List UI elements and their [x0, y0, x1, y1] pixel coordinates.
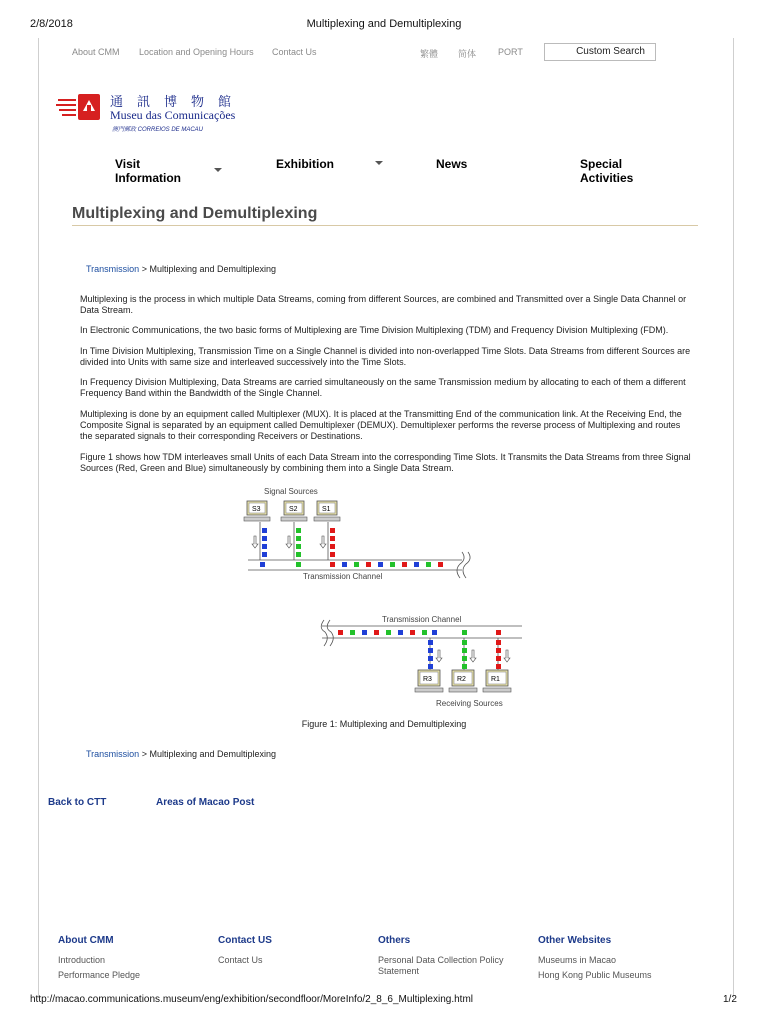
data-unit — [330, 544, 335, 549]
paragraph-5: Multiplexing is done by an equipment called Multiplexer (MUX). It is placed at the Transmitting End of the communication link. At the Receiving End, the Composite Signal is separated by an equipment called Demultiplexer (DEMUX). Demultiplexer performs the reverse process of Multiplexing and routes the separated signals to their corresponding Receivers or Destinations. — [80, 409, 682, 441]
computer-icon — [449, 670, 477, 692]
data-unit — [374, 630, 379, 635]
breadcrumb-top — [86, 264, 276, 274]
computer-icon — [415, 670, 443, 692]
data-unit — [330, 562, 335, 567]
computer-icon — [281, 501, 307, 521]
receiver-r3-label: R3 — [423, 676, 432, 683]
data-unit — [350, 630, 355, 635]
arrow-down-icon — [320, 536, 326, 548]
breadcrumb-transmission-link[interactable]: Transmission — [86, 264, 140, 274]
breadcrumb-bottom — [86, 749, 276, 759]
bottom-unit-stacks — [428, 640, 501, 669]
data-unit — [496, 630, 501, 635]
data-unit — [342, 562, 347, 567]
footer-heading-other-websites: Other Websites — [538, 935, 612, 946]
channel-break-icon — [327, 620, 333, 646]
search-input[interactable]: Custom Search — [544, 43, 656, 61]
data-unit — [462, 656, 467, 661]
back-to-ctt-link[interactable]: Back to CTT — [48, 797, 107, 808]
footer-heading-others: Others — [378, 935, 411, 946]
menu-visit-information[interactable]: Visit Information — [115, 157, 181, 185]
data-unit — [260, 562, 265, 567]
data-unit — [496, 664, 501, 669]
source-s2-label: S2 — [289, 506, 298, 513]
data-unit — [422, 630, 427, 635]
lang-simplified[interactable]: 简体 — [458, 49, 477, 59]
data-unit — [426, 562, 431, 567]
paragraph-4: In Frequency Division Multiplexing, Data Streams are carried simultaneously on the same Transmission medium by allocating to each of them a different Frequency Band within the Bandwidth of the Single Channel. — [80, 377, 686, 398]
menu-news[interactable]: News — [436, 157, 468, 171]
figure-tdm — [240, 484, 540, 714]
data-unit — [402, 562, 407, 567]
menu-exhibition[interactable]: Exhibition — [276, 157, 334, 171]
receiver-r2-label: R2 — [457, 676, 466, 683]
figure-bottom-channel-label: Transmission Channel — [382, 615, 462, 624]
data-unit — [462, 630, 467, 635]
page-title: Multiplexing and Demultiplexing — [72, 205, 318, 222]
data-unit — [496, 640, 501, 645]
topnav-location[interactable]: Location and Opening Hours — [139, 47, 254, 57]
arrow-down-icon — [504, 650, 510, 662]
top-channel-units — [260, 562, 443, 567]
source-s3-label: S3 — [252, 506, 261, 513]
topnav-about-cmm[interactable]: About CMM — [72, 47, 120, 57]
footer-link-museums-macao[interactable]: Museums in Macao — [538, 955, 617, 965]
data-unit — [338, 630, 343, 635]
figure-top-channel-label: Transmission Channel — [303, 572, 383, 581]
data-unit — [296, 544, 301, 549]
footer-heading-contact: Contact US — [218, 935, 272, 946]
breadcrumb-separator: > — [141, 264, 147, 274]
data-unit — [296, 562, 301, 567]
data-unit — [438, 562, 443, 567]
computer-icon — [314, 501, 340, 521]
topnav-contact[interactable]: Contact Us — [272, 47, 317, 57]
footer-link-hk-museums[interactable]: Hong Kong Public Museums — [538, 970, 652, 980]
logo-emblem-icon[interactable] — [56, 91, 102, 123]
data-unit — [410, 630, 415, 635]
menu-special-activities[interactable]: Special Activities — [580, 157, 634, 185]
data-unit — [362, 630, 367, 635]
print-title: Multiplexing and Demultiplexing — [306, 18, 462, 30]
figure-signal-sources-label: Signal Sources — [264, 487, 318, 496]
receiver-r1-label: R1 — [491, 676, 500, 683]
data-unit — [378, 562, 383, 567]
menu-visit-chevron-down-icon[interactable] — [214, 168, 222, 172]
data-unit — [398, 630, 403, 635]
data-unit — [496, 656, 501, 661]
breadcrumb-transmission-link[interactable]: Transmission — [86, 749, 140, 759]
footer-link-introduction[interactable]: Introduction — [58, 955, 106, 965]
print-page-number: 1/2 — [723, 994, 737, 1005]
data-unit — [296, 528, 301, 533]
data-unit — [330, 552, 335, 557]
data-unit — [462, 664, 467, 669]
data-unit — [296, 536, 301, 541]
computer-icon — [483, 670, 511, 692]
channel-break-icon — [321, 620, 327, 646]
data-unit — [462, 640, 467, 645]
breadcrumb-current: Multiplexing and Demultiplexing — [149, 749, 277, 759]
data-unit — [296, 552, 301, 557]
arrow-down-icon — [252, 536, 258, 548]
receiver-computers — [415, 670, 511, 692]
data-unit — [462, 648, 467, 653]
channel-break-icon — [457, 552, 464, 578]
paragraph-6: Figure 1 shows how TDM interleaves small Units of each Data Stream into the corresponding Time Slots. It Transmits the Data Streams from three Signal Sources (Red, Green and Blue) simultaneously by combining them into a Single Data Stream. — [80, 452, 691, 473]
arrow-down-icon — [436, 650, 442, 662]
data-unit — [330, 528, 335, 533]
logo-portuguese: Museu das Comunicações — [110, 108, 236, 122]
menu-exhibition-chevron-down-icon[interactable] — [375, 161, 383, 165]
breadcrumb-current: Multiplexing and Demultiplexing — [149, 264, 277, 274]
logo-chinese: 通訊博物館 — [110, 95, 246, 110]
data-unit — [432, 630, 437, 635]
breadcrumb-separator: > — [141, 749, 147, 759]
areas-of-macao-post-link[interactable]: Areas of Macao Post — [156, 797, 255, 808]
data-unit — [386, 630, 391, 635]
data-unit — [262, 544, 267, 549]
figure-caption: Figure 1: Multiplexing and Demultiplexing — [301, 719, 467, 729]
print-url: http://macao.communications.museum/eng/exhibition/secondfloor/MoreInfo/2_8_6_Multiplexing.html — [30, 994, 474, 1005]
footer-heading-about: About CMM — [58, 935, 114, 946]
frame-right — [733, 38, 734, 998]
data-unit — [428, 664, 433, 669]
footer-link-privacy-policy[interactable]: Personal Data Collection Policy Statement — [378, 955, 504, 976]
paragraph-3: In Time Division Multiplexing, Transmission Time on a Single Channel is divided into non-overlapped Time Slots. Data Streams from different Sources are divided into Units with same size and interleaved successively into the Time Slots. — [80, 346, 691, 367]
data-unit — [496, 648, 501, 653]
bottom-channel-units — [338, 630, 501, 635]
data-unit — [428, 648, 433, 653]
figure-receiving-sources-label: Receiving Sources — [436, 699, 503, 708]
data-unit — [390, 562, 395, 567]
data-unit — [262, 528, 267, 533]
data-unit — [330, 536, 335, 541]
title-divider — [72, 225, 698, 226]
computer-icon — [244, 501, 270, 521]
data-unit — [366, 562, 371, 567]
source-s1-label: S1 — [322, 506, 331, 513]
data-unit — [262, 536, 267, 541]
print-date: 2/8/2018 — [30, 18, 73, 30]
lang-portuguese[interactable]: PORT — [498, 47, 523, 57]
logo-sub: 澳門郵政 CORREIOS DE MACAU — [112, 127, 204, 133]
footer-link-performance-pledge[interactable]: Performance Pledge — [58, 970, 141, 980]
paragraph-1: Multiplexing is the process in which multiple Data Streams, coming from different Sources, are combined and Transmitted over a Single Data Channel or Data Stream. — [80, 294, 687, 315]
paragraph-2: In Electronic Communications, the two basic forms of Multiplexing are Time Division Multiplexing (TDM) and Frequency Division Multiplexing (FDM). — [80, 325, 669, 335]
arrow-down-icon — [286, 536, 292, 548]
frame-left — [38, 38, 39, 998]
data-unit — [262, 552, 267, 557]
source-computers — [244, 501, 340, 521]
data-unit — [428, 640, 433, 645]
data-unit — [354, 562, 359, 567]
footer-link-contact-us[interactable]: Contact Us — [218, 955, 263, 965]
arrow-down-icon — [470, 650, 476, 662]
data-unit — [428, 656, 433, 661]
data-unit — [414, 562, 419, 567]
lang-traditional[interactable]: 繁體 — [420, 49, 439, 59]
